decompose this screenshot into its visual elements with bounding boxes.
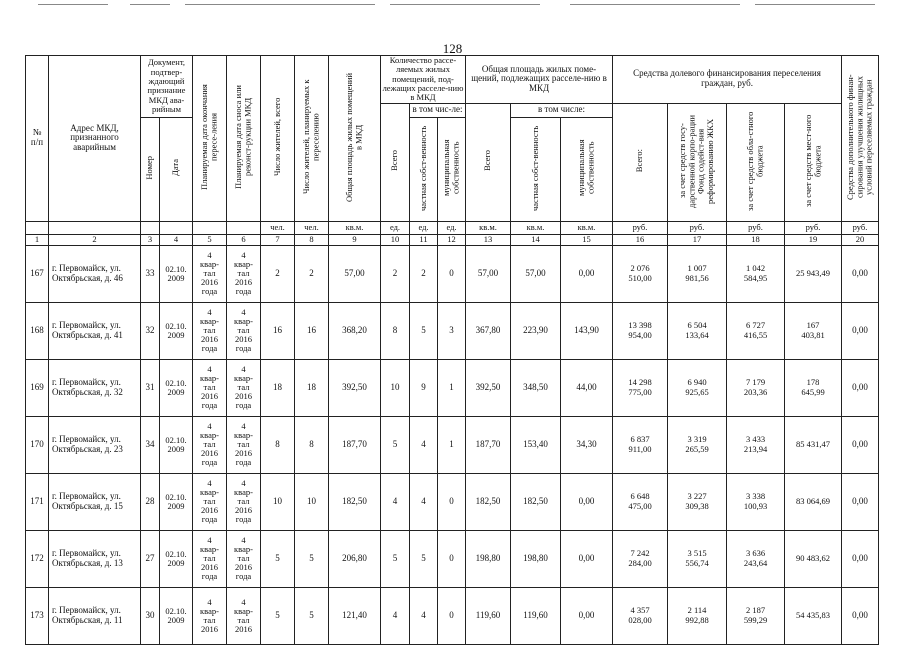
column-number-cell: 13: [466, 234, 511, 245]
table-row: [26, 245, 879, 302]
cell-area: 121,40: [329, 587, 381, 644]
unit-cell: кв.м.: [561, 221, 613, 234]
header-qty-private: частная собст-венность: [410, 117, 438, 221]
column-number-cell: 20: [842, 234, 879, 245]
cell-date: 02.10. 2009: [160, 473, 193, 530]
cell-end: 4 квар- тал 2016 года: [193, 530, 227, 587]
cell-fc: 2 114 992,88: [668, 587, 727, 644]
cell-resp: 2: [295, 245, 329, 302]
cell-add: 0,00: [842, 530, 879, 587]
header-planned-end: Планируемая дата окончания пересе-ления: [193, 56, 227, 222]
cell-no: 173: [26, 587, 49, 644]
header-qty-incl: в том чис-ле:: [410, 103, 466, 117]
cell-num: 31: [141, 359, 160, 416]
units-row: [26, 221, 879, 234]
cell-date: 02.10. 2009: [160, 245, 193, 302]
cell-add: 0,00: [842, 473, 879, 530]
cell-fr: 7 179 203,36: [727, 359, 785, 416]
cell-resp: 18: [295, 359, 329, 416]
cell-fl: 90 483,62: [785, 530, 842, 587]
cell-no: 168: [26, 302, 49, 359]
header-area-private: частная собст-венность: [511, 117, 561, 221]
header-qty-total: Всего: [381, 103, 410, 221]
cell-res: 16: [261, 302, 295, 359]
cell-at: 182,50: [466, 473, 511, 530]
cell-ap: 153,40: [511, 416, 561, 473]
cell-am: 0,00: [561, 473, 613, 530]
scan-artifact-line: [390, 4, 540, 5]
header-fund-total: Всего:: [613, 103, 668, 221]
cell-fr: 6 727 416,55: [727, 302, 785, 359]
cell-no: 171: [26, 473, 49, 530]
cell-qp: 4: [410, 473, 438, 530]
column-number-cell: 2: [49, 234, 141, 245]
cell-demo: 4 квар- тал 2016 года: [227, 359, 261, 416]
unit-cell: руб.: [842, 221, 879, 234]
unit-cell: ед.: [381, 221, 410, 234]
cell-qm: 1: [438, 359, 466, 416]
cell-ft: 6 648 475,00: [613, 473, 668, 530]
cell-am: 0,00: [561, 587, 613, 644]
table-row: [26, 359, 879, 416]
scan-artifact-line: [185, 4, 375, 5]
cell-qm: 0: [438, 245, 466, 302]
cell-addr: г. Первомайск, ул. Октябрьская, д. 23: [49, 416, 141, 473]
cell-qp: 2: [410, 245, 438, 302]
cell-ft: 14 298 775,00: [613, 359, 668, 416]
cell-date: 02.10. 2009: [160, 530, 193, 587]
cell-demo: 4 квар- тал 2016 года: [227, 473, 261, 530]
scan-artifact-line: [38, 4, 108, 5]
cell-end: 4 квар- тал 2016 года: [193, 473, 227, 530]
header-area-group: Общая площадь жилых поме-щений, подлежащих расселе-нию в МКД: [466, 56, 613, 104]
cell-resp: 5: [295, 530, 329, 587]
cell-addr: г. Первомайск, ул. Октябрьская, д. 13: [49, 530, 141, 587]
cell-resp: 10: [295, 473, 329, 530]
cell-at: 367,80: [466, 302, 511, 359]
cell-fr: 3 433 213,94: [727, 416, 785, 473]
cell-ft: 6 837 911,00: [613, 416, 668, 473]
header-address: Адрес МКД, признанного аварийным: [49, 56, 141, 222]
cell-fc: 3 227 309,38: [668, 473, 727, 530]
cell-no: 167: [26, 245, 49, 302]
cell-ft: 4 357 028,00: [613, 587, 668, 644]
cell-qm: 1: [438, 416, 466, 473]
column-number-cell: 18: [727, 234, 785, 245]
header-fund-corp: за счет средств госу-дарственной корпо-рации Фонд содейст-вия реформированию ЖКХ: [668, 103, 727, 221]
cell-end: 4 квар- тал 2016: [193, 587, 227, 644]
header-fund-local: за счет средств мест-ного бюджета: [785, 103, 842, 221]
cell-qt: 2: [381, 245, 410, 302]
cell-qp: 5: [410, 302, 438, 359]
cell-demo: 4 квар- тал 2016 года: [227, 302, 261, 359]
cell-qt: 5: [381, 416, 410, 473]
column-number-cell: 19: [785, 234, 842, 245]
cell-addr: г. Первомайск, ул. Октябрьская, д. 41: [49, 302, 141, 359]
cell-qt: 5: [381, 530, 410, 587]
header-total-area: Общая площадь жилых помещений в МКД: [329, 56, 381, 222]
cell-num: 28: [141, 473, 160, 530]
cell-demo: 4 квар- тал 2016 года: [227, 245, 261, 302]
cell-addr: г. Первомайск, ул. Октябрьская, д. 15: [49, 473, 141, 530]
cell-ap: 57,00: [511, 245, 561, 302]
cell-fl: 85 431,47: [785, 416, 842, 473]
column-number-cell: 1: [26, 234, 49, 245]
column-number-cell: 12: [438, 234, 466, 245]
cell-at: 57,00: [466, 245, 511, 302]
cell-ft: 13 398 954,00: [613, 302, 668, 359]
cell-qt: 4: [381, 473, 410, 530]
header-document: Документ, подтвер-ждающий признание МКД ава-рийным: [141, 56, 193, 118]
cell-add: 0,00: [842, 302, 879, 359]
cell-fl: 167 403,81: [785, 302, 842, 359]
cell-num: 30: [141, 587, 160, 644]
cell-date: 02.10. 2009: [160, 359, 193, 416]
unit-cell: ед.: [438, 221, 466, 234]
cell-no: 172: [26, 530, 49, 587]
column-number-cell: 3: [141, 234, 160, 245]
cell-am: 143,90: [561, 302, 613, 359]
header-additional: Средства дополнительного финан-сирования улучшения жилищных условий переселяемых граждан: [842, 56, 879, 222]
table-row: [26, 302, 879, 359]
cell-fc: 3 515 556,74: [668, 530, 727, 587]
cell-add: 0,00: [842, 359, 879, 416]
cell-at: 187,70: [466, 416, 511, 473]
cell-resp: 5: [295, 587, 329, 644]
cell-fc: 6 940 925,65: [668, 359, 727, 416]
cell-area: 206,80: [329, 530, 381, 587]
cell-area: 392,50: [329, 359, 381, 416]
cell-fl: 83 064,69: [785, 473, 842, 530]
cell-fr: 1 042 584,95: [727, 245, 785, 302]
scan-artifact-line: [570, 4, 740, 5]
cell-add: 0,00: [842, 245, 879, 302]
table-row: [26, 587, 879, 644]
cell-demo: 4 квар- тал 2016: [227, 587, 261, 644]
cell-res: 8: [261, 416, 295, 473]
cell-resp: 16: [295, 302, 329, 359]
cell-no: 169: [26, 359, 49, 416]
cell-ft: 2 076 510,00: [613, 245, 668, 302]
cell-res: 5: [261, 530, 295, 587]
cell-addr: г. Первомайск, ул. Октябрьская, д. 11: [49, 587, 141, 644]
table-row: [26, 530, 879, 587]
cell-qp: 5: [410, 530, 438, 587]
cell-num: 32: [141, 302, 160, 359]
cell-date: 02.10. 2009: [160, 302, 193, 359]
cell-am: 34,30: [561, 416, 613, 473]
unit-cell: чел.: [261, 221, 295, 234]
cell-addr: г. Первомайск, ул. Октябрьская, д. 46: [49, 245, 141, 302]
cell-fc: 1 007 981,56: [668, 245, 727, 302]
cell-date: 02.10. 2009: [160, 587, 193, 644]
cell-end: 4 квар- тал 2016 года: [193, 245, 227, 302]
cell-am: 0,00: [561, 245, 613, 302]
cell-end: 4 квар- тал 2016 года: [193, 302, 227, 359]
column-number-cell: 7: [261, 234, 295, 245]
cell-am: 44,00: [561, 359, 613, 416]
cell-fr: 3 338 100,93: [727, 473, 785, 530]
cell-area: 368,20: [329, 302, 381, 359]
column-number-cell: 10: [381, 234, 410, 245]
unit-cell: руб.: [727, 221, 785, 234]
header-residents-planned: Число жителей, планируемых к переселению: [295, 56, 329, 222]
cell-at: 119,60: [466, 587, 511, 644]
cell-fr: 3 636 243,64: [727, 530, 785, 587]
cell-fl: 25 943,49: [785, 245, 842, 302]
column-number-cell: 11: [410, 234, 438, 245]
cell-ap: 182,50: [511, 473, 561, 530]
header-doc-number: Номер: [141, 117, 160, 221]
header-no: № п/п: [26, 56, 49, 222]
cell-ap: 198,80: [511, 530, 561, 587]
column-number-cell: 6: [227, 234, 261, 245]
cell-qm: 3: [438, 302, 466, 359]
column-number-cell: 5: [193, 234, 227, 245]
cell-area: 182,50: [329, 473, 381, 530]
unit-cell: ед.: [410, 221, 438, 234]
unit-cell: кв.м.: [466, 221, 511, 234]
cell-end: 4 квар- тал 2016 года: [193, 416, 227, 473]
header-planned-demolition: Планируемая дата сноса или реконст-рукции МКД: [227, 56, 261, 222]
cell-ap: 223,90: [511, 302, 561, 359]
cell-res: 10: [261, 473, 295, 530]
cell-am: 0,00: [561, 530, 613, 587]
unit-cell: руб.: [613, 221, 668, 234]
table-row: [26, 416, 879, 473]
cell-area: 57,00: [329, 245, 381, 302]
column-number-cell: 4: [160, 234, 193, 245]
cell-qt: 4: [381, 587, 410, 644]
header-area-municipal: муниципальная собственность: [561, 117, 613, 221]
header-residents-total: Число жителей, всего: [261, 56, 295, 222]
cell-ap: 119,60: [511, 587, 561, 644]
cell-fc: 3 319 265,59: [668, 416, 727, 473]
column-number-cell: 14: [511, 234, 561, 245]
cell-date: 02.10. 2009: [160, 416, 193, 473]
cell-num: 34: [141, 416, 160, 473]
cell-add: 0,00: [842, 416, 879, 473]
column-number-cell: 15: [561, 234, 613, 245]
unit-cell: кв.м.: [329, 221, 381, 234]
cell-at: 198,80: [466, 530, 511, 587]
cell-res: 18: [261, 359, 295, 416]
column-number-cell: 17: [668, 234, 727, 245]
scan-artifact-line: [755, 4, 875, 5]
cell-num: 27: [141, 530, 160, 587]
cell-addr: г. Первомайск, ул. Октябрьская, д. 32: [49, 359, 141, 416]
cell-add: 0,00: [842, 587, 879, 644]
unit-cell: руб.: [785, 221, 842, 234]
cell-end: 4 квар- тал 2016 года: [193, 359, 227, 416]
cell-qp: 4: [410, 587, 438, 644]
cell-no: 170: [26, 416, 49, 473]
table-row: [26, 473, 879, 530]
cell-ft: 7 242 284,00: [613, 530, 668, 587]
header-fund-region: за счет средств обла-стного бюджета: [727, 103, 785, 221]
header-fund-group: Средства долевого финансирования переселения граждан, руб.: [613, 56, 842, 104]
cell-res: 2: [261, 245, 295, 302]
scan-artifact-line: [130, 4, 170, 5]
cell-fc: 6 504 133,64: [668, 302, 727, 359]
cell-qm: 0: [438, 587, 466, 644]
cell-fl: 178 645,99: [785, 359, 842, 416]
header-qty-group: Количество рассе-ляемых жилых помещений, под-лежащих расселе-нию в МКД: [381, 56, 466, 104]
cell-demo: 4 квар- тал 2016 года: [227, 530, 261, 587]
cell-at: 392,50: [466, 359, 511, 416]
cell-qm: 0: [438, 473, 466, 530]
unit-cell: чел.: [295, 221, 329, 234]
header-area-total: Всего: [466, 103, 511, 221]
cell-num: 33: [141, 245, 160, 302]
column-number-cell: 16: [613, 234, 668, 245]
cell-demo: 4 квар- тал 2016 года: [227, 416, 261, 473]
cell-qt: 8: [381, 302, 410, 359]
column-numbers-row: [26, 234, 879, 245]
cell-resp: 8: [295, 416, 329, 473]
cell-qm: 0: [438, 530, 466, 587]
column-number-cell: 9: [329, 234, 381, 245]
cell-fl: 54 435,83: [785, 587, 842, 644]
cell-ap: 348,50: [511, 359, 561, 416]
header-qty-municipal: муниципальная собственность: [438, 117, 466, 221]
cell-qt: 10: [381, 359, 410, 416]
unit-cell: руб.: [668, 221, 727, 234]
header-area-incl: в том числе:: [511, 103, 613, 117]
header-doc-date: Дата: [160, 117, 193, 221]
cell-fr: 2 187 599,29: [727, 587, 785, 644]
cell-qp: 4: [410, 416, 438, 473]
resettlement-table: [25, 55, 879, 645]
cell-qp: 9: [410, 359, 438, 416]
column-number-cell: 8: [295, 234, 329, 245]
cell-res: 5: [261, 587, 295, 644]
unit-cell: кв.м.: [511, 221, 561, 234]
cell-area: 187,70: [329, 416, 381, 473]
page-number: 128: [442, 41, 463, 56]
